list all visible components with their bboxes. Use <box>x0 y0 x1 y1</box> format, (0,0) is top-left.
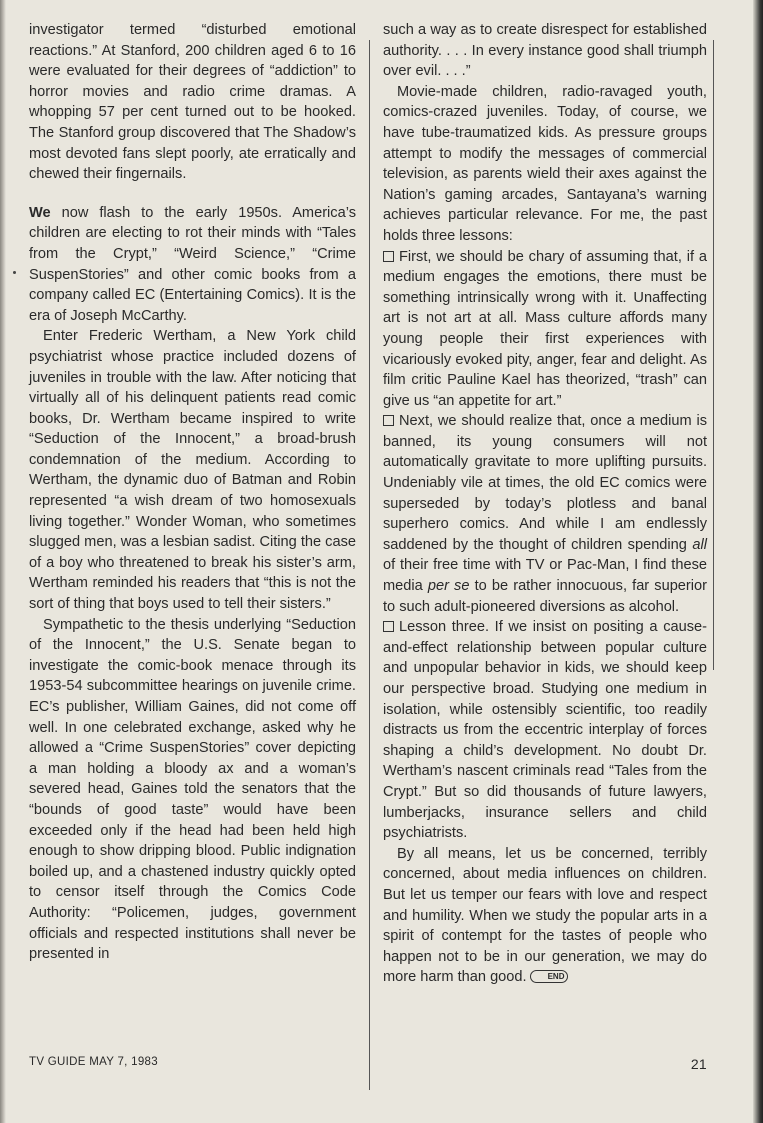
checkbox-bullet-icon <box>383 621 394 632</box>
left-column <box>29 20 356 965</box>
paragraph: Sympathetic to the thesis underlying “Seduction of the Innocent,” the U.S. Senate began to investigate the comic-book menace through its 1953-54 subcommittee hearings on juvenile crime. EC’s publisher, William Gaines, did not come off well. In one celebrated exchange, asked why he allowed a “Crime SuspenStories” cover depicting a man holding a bloody ax and a woman’s severed head, Gaines told the senators that the “bounds of good taste” would have been exceeded only if the head had been held high enough to show dripping blood. Public indignation boiled up, and a chastened industry quickly opted to censor itself through the Comics Code Authority: “Policemen, judges, government officials and respected institutions shall never be presented in <box>29 616 356 963</box>
column-rule-right <box>713 40 714 670</box>
paragraph: investigator termed “disturbed emotional reactions.” At Stanford, 200 children aged 6 to 16 were evaluated for their degrees of “addiction” to horror movies and radio crime dramas. A whopping 57 per cent turned out to be hooked. The Stanford group discovered that The Shadow’s most devoted fans slept poorly, ate erratically and chewed their fingernails. <box>29 22 356 183</box>
checkbox-bullet-icon <box>383 415 394 426</box>
section-paragraph: We now flash to the early 1950s. America’s children are electing to rot their minds with “Tales from the Crypt,” “Weird Science,” “Crime SuspenStories” and other comic books from a company called EC (Entertaining Comics). It is the era of Joseph McCarthy. <box>29 204 356 324</box>
checkbox-bullet-icon <box>383 251 394 262</box>
lesson-one: First, we should be chary of assuming that, if a medium engages the emotions, there must be something intrinsically wrong with it. Unaffecting art is not art at all. Mass culture affords many young people their first experiences with vicariously evoked pity, anger, fear and delight. As film critic Pauline Kael has theorized, “trash” can give us “an appetite for art.” <box>383 248 707 409</box>
paragraph: such a way as to create disrespect for established authority. . . . In every instance good shall triumph over evil. . . .” <box>383 22 707 80</box>
lesson-three: Lesson three. If we insist on positing a cause-and-effect relationship between popular culture and unpopular behavior in kids, we should keep our perspective broad. Studying one medium in isolation, while ostensibly scientific, too readily distracts us from the eccentric interplay of forces shaping a child’s development. No doubt Dr. Wertham’s nascent criminals read “Tales from the Crypt.” But so did thousands of future lawyers, lumberjacks, insurance sellers and child psychiatrists. <box>383 619 707 842</box>
closing-paragraph: By all means, let us be concerned, terribly concerned, about media influences on children. But let us temper our fears with love and respect and humility. When we study the popular arts in a spirit of contempt for the tastes of people who happen not to be in our generation, we may do more harm than good. END <box>383 845 707 986</box>
stray-mark <box>13 271 16 274</box>
page-number: 21 <box>690 1056 707 1072</box>
publication-line: TV GUIDE MAY 7, 1983 <box>29 1056 158 1068</box>
column-divider <box>369 40 370 1090</box>
page-binding-edge <box>753 0 763 1123</box>
right-column <box>383 20 707 988</box>
lead-word: We <box>29 204 51 221</box>
paragraph: Movie-made children, radio-ravaged youth, comics-crazed juveniles. Today, of course, we have tube-traumatized kids. As pressure groups attempt to modify the messages of commercial television, as parents wield their axes against the Nation’s gaming arcades, Santayana’s warning achieves particular relevance. For me, the past holds three lessons: <box>383 83 707 244</box>
page-shadow-left <box>0 0 6 1123</box>
paragraph: Enter Frederic Wertham, a New York child psychiatrist whose practice included dozens of juveniles in trouble with the law. After noticing that virtually all of his delinquent patients read comic books, Dr. Wertham became inspired to write “Seduction of the Innocent,” a broad-brush condemnation of the medium. According to Wertham, the dynamic duo of Batman and Robin represented “a wish dream of two homosexuals living together.” Wonder Woman, who sometimes slugged men, was a lesbian sadist. Citing the case of a boy who threatened to break his sister’s arm, Wertham reminded his readers that “this is not the sort of thing that boys used to tell their sisters.” <box>29 328 356 613</box>
lesson-two: Next, we should realize that, once a medium is banned, its young consumers will not automatically gravitate to more uplifting pursuits. Undeniably vile at times, the old EC comics were superseded by today’s plotless and banal superhero comics. And while I am endlessly saddened by the thought of children spending all of their free time with TV or Pac-Man, I find these media per se to be rather innocuous, far superior to such adult-pioneered diversions as alcohol. <box>383 413 707 615</box>
end-mark-icon: END <box>530 970 569 983</box>
